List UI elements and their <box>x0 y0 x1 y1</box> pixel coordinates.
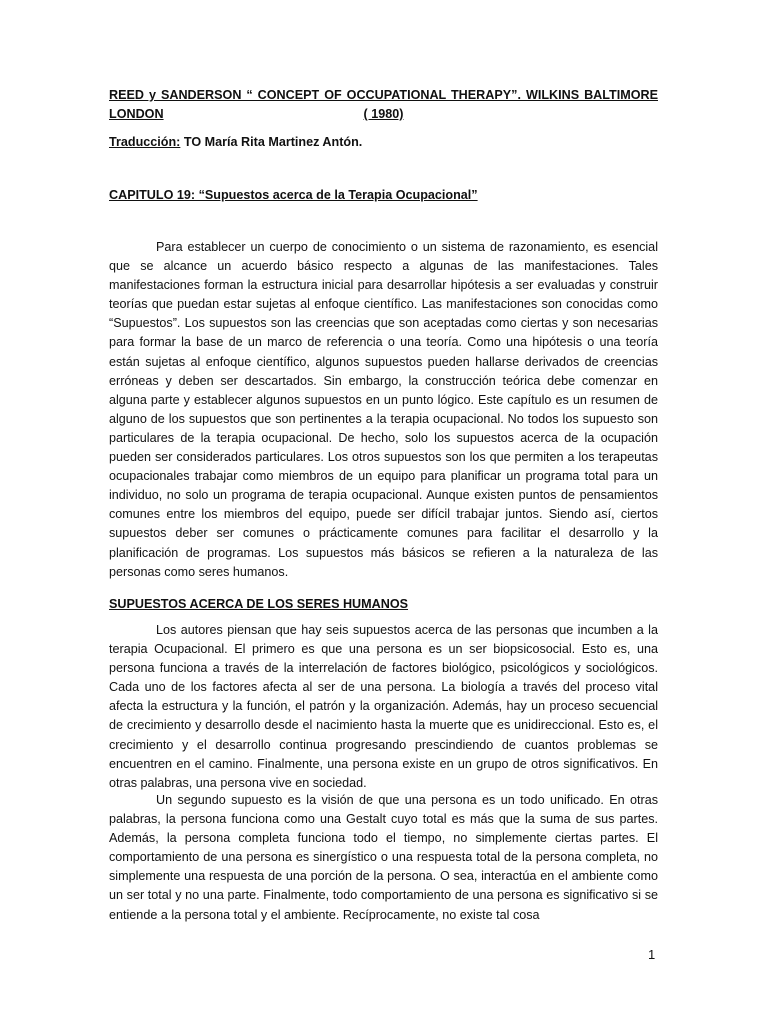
translation-label: Traducción: <box>109 135 181 149</box>
body-paragraph: Para establecer un cuerpo de conocimiento o un sistema de razonamiento, es esencial que se alcance un acuerdo básico respecto a algunas de las manifestaciones. Tales manifestaciones forman la estructura inicial para desarrollar hipótesis a ser evaluadas y construir teorías que puedan estar sujetas al enfoque científico. Las manifestaciones son conocidas como “Supuestos”. Los supuestos son las creencias que son aceptadas como ciertas y son necesarias para formar la base de un marco de referencia o una teoría. Como una hipótesis o una teoría están sujetas al enfoque científico, algunos supuestos pueden hallarse derivados de creencias erróneas y deben ser descartados. Sin embargo, la construcción teórica debe comenzar en alguna parte y establecer algunos supuestos en un punto lógico. Este capítulo es un resumen de alguno de los supuestos que son pertinentes a la terapia ocupacional. No todos los supuesto son particulares de la terapia ocupacional. De hecho, solo los supuestos acerca de la ocupación pueden ser considerados particulares. Los otros supuestos son los que permiten a los terapeutas ocupacionales trabajar como miembros de un equipo para planificar un programa total para un individuo, no solo un programa de terapia ocupacional. Aunque existen puntos de pensamientos comunes entre los miembros del equipo, puede ser difícil trabajar juntos. Siendo así, ciertos supuestos deber ser comunes o prácticamente comunes para facilitar el desarrollo y la planificación de programas. Los supuestos más básicos se refieren a la naturaleza de las personas como seres humanos. <box>109 240 658 579</box>
section-heading: SUPUESTOS ACERCA DE LOS SERES HUMANOS <box>109 597 409 611</box>
translator-name: TO María Rita Martinez Antón. <box>180 135 363 149</box>
page-number: 1 <box>648 947 656 962</box>
reference-year: ( 1980) <box>363 107 404 121</box>
body-paragraph: Un segundo supuesto es la visión de que una persona es un todo unificado. En otras palabras, la persona funciona como una Gestalt cuyo total es más que la suma de sus partes. Además, la persona completa funciona todo el tiempo, no simplemente ciertas partes. El comportamiento de una persona es sinergístico o una respuesta total de la persona completa, no simplemente una respuesta de una porción de la persona. O sea, interactúa en el ambiente como un ser total y no una parte. Finalmente, todo comportamiento de una persona es significativo si se entiende a la persona total y el ambiente. Recíprocamente, no existe tal cosa <box>109 793 658 922</box>
translation-credit <box>109 133 658 152</box>
chapter-title: CAPITULO 19: “Supuestos acerca de la Terapia Ocupacional” <box>109 188 478 202</box>
body-paragraph: Los autores piensan que hay seis supuestos acerca de las personas que incumben a la terapia Ocupacional. El primero es que una persona es un ser biopsicosocial. Esto es, una persona funciona a través de la interrelación de factores biológico, psicológicos y sociológicos. Cada uno de los factores afecta al ser de una persona. La biología a través del proceso vital afecta la estructura y la función, el patrón y la organización. Además, hay un proceso secuencial de crecimiento y desarrollo desde el nacimiento hasta la muerte que es unidireccional. Esto es, el crecimiento y el desarrollo continua progresando prescindiendo de cuantos problemas se encuentren en el camino. Finalmente, una persona existe en un grupo de otros significativos. En otras palabras, una persona vive en sociedad. <box>109 623 658 790</box>
reference-citation: REED y SANDERSON “ CONCEPT OF OCCUPATIONAL THERAPY”. WILKINS BALTIMORE LONDON <box>109 88 658 122</box>
